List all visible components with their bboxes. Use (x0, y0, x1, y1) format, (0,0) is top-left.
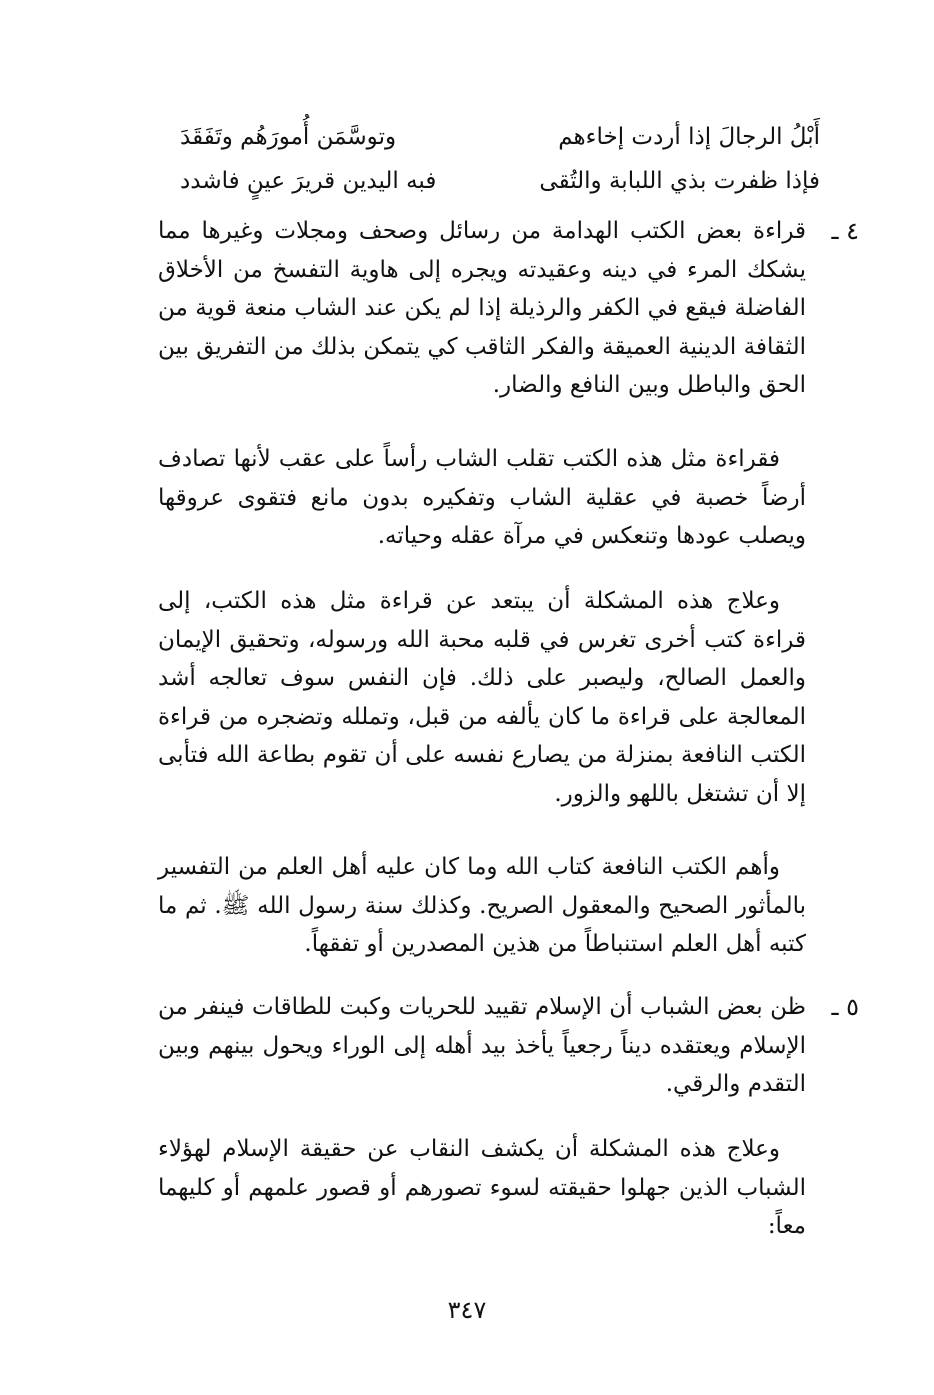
paragraph-reading-effect: فقراءة مثل هذه الكتب تقلب الشاب رأساً على عقب لأنها تصادف أرضاً خصبة في عقلية الشاب وتفكيره بدون مانع فتقوى عروقها ويصلب عودها وتنعكس في مرآة عقله وحياته. (158, 446, 806, 550)
verse-2-first-hemistich: فإذا ظفرت بذي اللبابة والتُقى (539, 168, 820, 194)
verse-1-first-hemistich: أَبْلُ الرجالَ إذا أردت إخاءهم (558, 124, 820, 150)
verse-2-second-hemistich: فبه اليدين قريرَ عينٍ فاشدد (180, 168, 437, 194)
verse-1-second-hemistich: وتوسَّمَن أُمورَهُم وتَفَقَدَ (180, 124, 397, 150)
item-5-number: ٥ ـ (831, 993, 859, 1021)
poem-verse-1 (180, 118, 820, 156)
item-5-text: ظن بعض الشباب أن الإسلام تقييد للحريات وكبت للطاقات فينفر من الإسلام ويعتقده ديناً رجعياً يأخذ بيد أهله إلى الوراء ويحول بينهم وبين التقدم والرقي. (158, 994, 806, 1098)
page-number: ٣٤٧ (447, 1296, 487, 1324)
item-4-text: قراءة بعض الكتب الهدامة من رسائل وصحف ومجلات وغيرها مما يشكك المرء في دينه وعقيدته ويجره إلى هاوية التفسخ من الأخلاق الفاضلة فيقع في الكفر والرذيلة إذا لم يكن عند الشاب منعة قوية من الثقافة الدينية العميقة والفكر الثاقب كي يتمكن بذلك من التفريق بين الحق والباطل وبين النافع والضار. (158, 218, 806, 399)
paragraph-useful-books: وأهم الكتب النافعة كتاب الله وما كان عليه أهل العلم من التفسير بالمأثور الصحيح والمعقول الصريح. وكذلك سنة رسول الله ﷺ. ثم ما كتبه أهل العلم استنباطاً من هذين المصدرين أو تفقهاً. (158, 854, 806, 958)
paragraph-remedy: وعلاج هذه المشكلة أن يبتعد عن قراءة مثل هذه الكتب، إلى قراءة كتب أخرى تغرس في قلبه محبة الله ورسوله، وتحقيق الإيمان والعمل الصالح، وليصبر على ذلك. فإن النفس سوف تعالجه أشد المعالجة على قراءة ما كان يألفه من قبل، وتملله وتضجره من قراءة الكتب النافعة بمنزلة من يصارع نفسه على أن تقوم بطاعة الله فتأبى إلا أن تشتغل باللهو والزور. (158, 588, 806, 807)
poem-verse-2 (180, 162, 820, 200)
item-4-number: ٤ ـ (831, 217, 859, 245)
paragraph-final-remedy: وعلاج هذه المشكلة أن يكشف النقاب عن حقيقة الإسلام لهؤلاء الشباب الذين جهلوا حقيقته لسوء تصورهم أو قصور علمهم أو كليهما معاً: (158, 1136, 806, 1240)
